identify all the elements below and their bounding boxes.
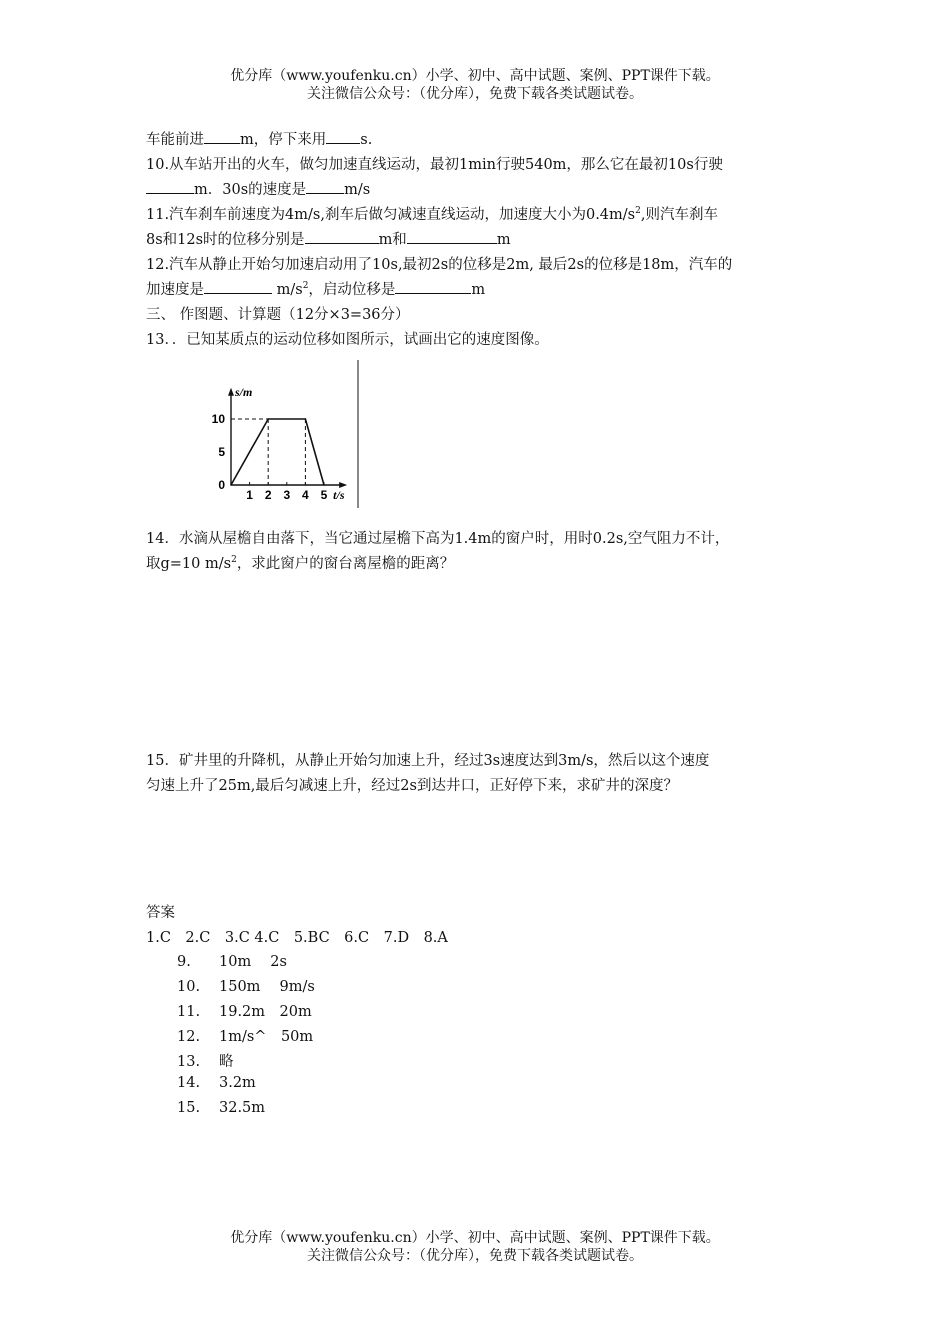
q9-text-a: 车能前进 <box>146 132 204 148</box>
footer-line-2: 关注微信公众号：（优分库），免费下载各类试题试卷。 <box>307 1248 643 1264</box>
question-14-line-2 <box>146 552 454 573</box>
answer-value: 150m 9m/s <box>219 979 315 995</box>
answer-value: 10m 2s <box>219 954 287 970</box>
answer-number: 14. <box>177 1075 201 1091</box>
question-11-line-1 <box>146 203 718 224</box>
graph-ticks <box>212 412 328 502</box>
q10-text-b: m/s <box>344 182 371 198</box>
answer-number: 13. <box>177 1054 201 1070</box>
q9-blank-2[interactable] <box>326 129 360 144</box>
question-14-line-1: 14．水滴从屋檐自由落下，当它通过屋檐下高为1.4m的窗户时，用时0.2s,空气阻力不计， <box>146 531 730 547</box>
answer-value: 1m/s^ 50m <box>219 1029 314 1045</box>
q14-sup: 2 <box>231 555 237 566</box>
answer-value: 3.2m <box>219 1075 256 1091</box>
q9-text-b: m，停下来用 <box>240 132 327 148</box>
q10-blank-2[interactable] <box>306 179 344 194</box>
data-point <box>305 418 307 420</box>
question-9-continuation <box>146 128 372 149</box>
q9-text-c: s. <box>360 132 373 148</box>
page-header <box>0 67 950 103</box>
question-15-line-2: 匀速上升了25m,最后匀减速上升，经过2s到达井口，正好停下来，求矿井的深度？ <box>146 778 678 794</box>
answer-value: 略 <box>219 1054 234 1070</box>
q11-text-end: ,则汽车刹车 <box>640 207 718 223</box>
y-axis-arrow <box>228 388 234 396</box>
question-12-line-2 <box>146 278 485 299</box>
q11-text: 11.汽车刹车前速度为4m/s,刹车后做匀减速直线运动，加速度大小为0.4m/s <box>146 207 636 223</box>
q11-text-c: m <box>496 232 511 248</box>
answer-number: 10. <box>177 979 201 995</box>
question-11-line-2 <box>146 228 511 249</box>
answer-number: 11. <box>177 1004 201 1020</box>
graph-guides <box>231 419 305 485</box>
question-15-line-1: 15．矿井里的升降机，从静止开始匀加速上升，经过3s速度达到3m/s，然后以这个速度 <box>146 753 710 769</box>
y-tick-label: 10 <box>211 412 225 426</box>
page-footer <box>0 1229 950 1265</box>
question-10-line-1: 10.从车站开出的火车，做匀加速直线运动，最初1min行驶540m，那么它在最初10s行驶 <box>146 157 723 173</box>
answer-value: 19.2m 20m <box>219 1004 312 1020</box>
data-point <box>230 484 232 486</box>
question-10-line-2 <box>146 178 370 199</box>
answers-title: 答案 <box>146 905 175 921</box>
q11-sup: 2 <box>635 206 641 217</box>
q11-text-b: m和 <box>378 232 407 248</box>
q11-blank-2[interactable] <box>407 229 497 244</box>
x-tick-label: 4 <box>302 488 309 502</box>
q12-sup: 2 <box>302 281 309 292</box>
graph-axes <box>228 385 347 502</box>
header-line-1: 优分库（www.youfenku.cn）小学、初中、高中试题、案例、PPT课件下载。 <box>230 68 720 84</box>
q10-blank-1[interactable] <box>146 179 194 194</box>
question-13: 13．．已知某质点的运动位移如图所示，试画出它的速度图像。 <box>146 332 549 348</box>
answer-number: 15. <box>177 1100 201 1116</box>
q10-text-a: m．30s的速度是 <box>194 182 307 198</box>
data-point <box>267 418 269 420</box>
answer-item <box>177 1000 312 1021</box>
answers-row-1: 1.C 2.C 3.C 4.C 5.BC 6.C 7.D 8.A <box>146 930 448 946</box>
q11-blank-1[interactable] <box>305 229 379 244</box>
answer-item <box>177 1075 256 1091</box>
series-line <box>231 419 324 485</box>
q9-blank-1[interactable] <box>204 129 240 144</box>
section-3-title: 三、 作图题、计算题（12分×3=36分） <box>146 307 410 323</box>
y-tick-label: 5 <box>218 445 225 459</box>
answer-item <box>177 1025 313 1046</box>
q12-blank-1[interactable] <box>204 279 272 294</box>
x-tick-label: 1 <box>246 488 253 502</box>
graph-series <box>230 418 325 486</box>
x-tick-label: 2 <box>264 488 272 502</box>
x-tick-label: 3 <box>283 488 291 502</box>
q12-text-c: ，启动位移是 <box>308 282 396 298</box>
q12-blank-2[interactable] <box>395 279 471 294</box>
answer-value: 32.5m <box>219 1100 266 1116</box>
answer-number: 12. <box>177 1029 201 1045</box>
footer-line-1: 优分库（www.youfenku.cn）小学、初中、高中试题、案例、PPT课件下载。 <box>230 1230 720 1246</box>
x-tick-label: 5 <box>320 488 328 502</box>
x-axis-label: t/s <box>333 488 345 502</box>
answer-item <box>177 950 287 971</box>
answer-item <box>177 975 315 996</box>
q11-text-a: 8s和12s时的位移分别是 <box>146 232 305 248</box>
header-line-2: 关注微信公众号：（优分库），免费下载各类试题试卷。 <box>307 86 643 102</box>
q14-text-a: 取g=10 m/s <box>146 556 232 572</box>
displacement-time-graph <box>205 358 365 513</box>
question-12-line-1: 12.汽车从静止开始匀加速启动用了10s,最初2s的位移是2m, 最后2s的位移是18m，汽车的 <box>146 257 733 273</box>
answer-number: 9. <box>177 954 191 970</box>
answer-item <box>177 1050 234 1071</box>
q14-text-b: ，求此窗户的窗台离屋檐的距离？ <box>236 556 455 572</box>
y-axis-label: s/m <box>235 384 253 399</box>
answer-item <box>177 1100 265 1116</box>
q12-text-d: m <box>471 282 486 298</box>
q12-text-b: m/s <box>272 282 303 298</box>
y-tick-label: 0 <box>218 478 225 492</box>
q12-text-a: 加速度是 <box>146 282 204 298</box>
